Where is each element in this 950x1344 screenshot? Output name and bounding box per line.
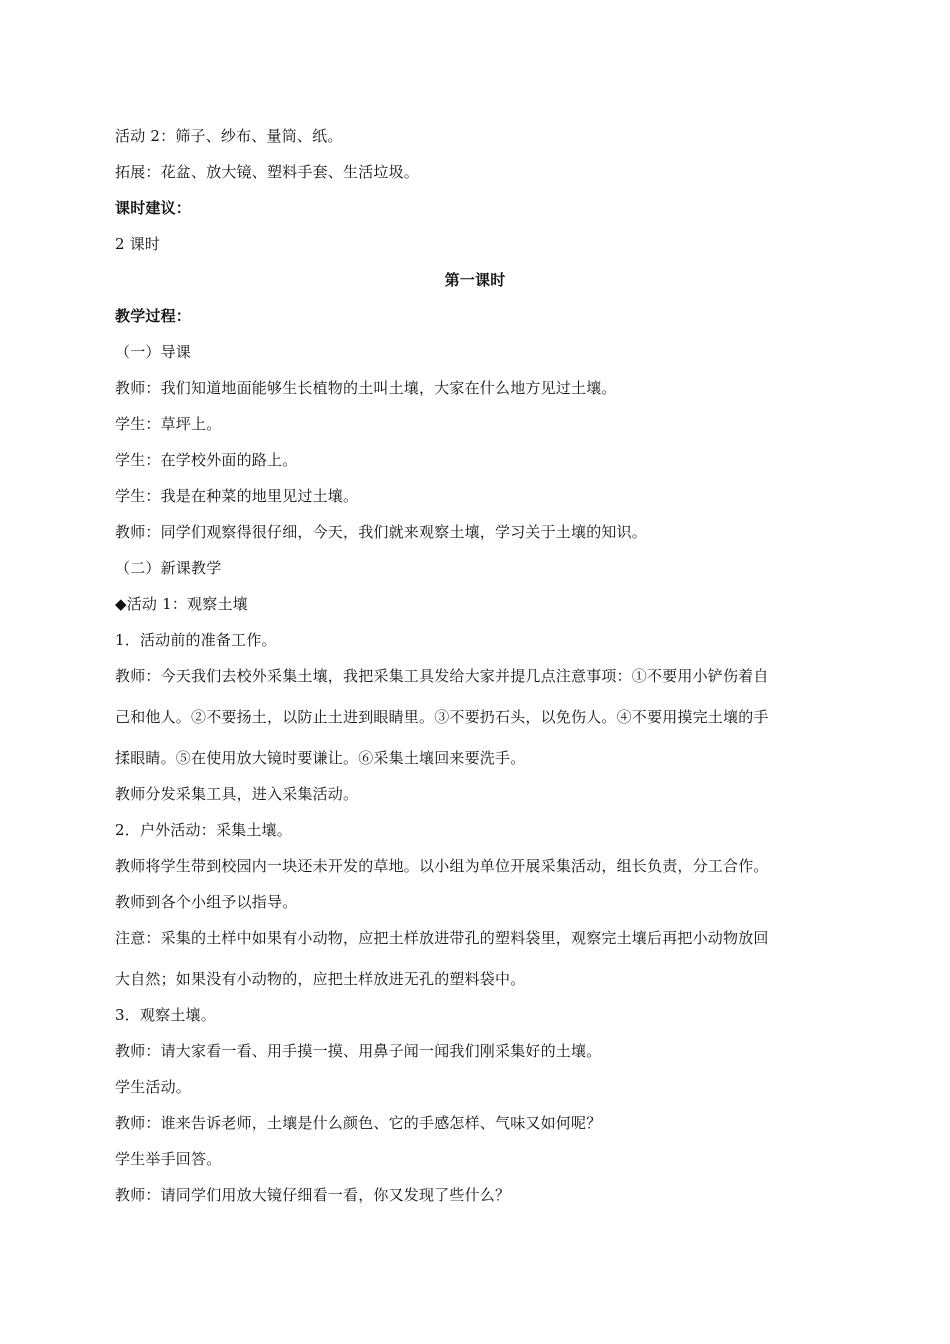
step2-heading: 2．户外活动：采集土壤。 <box>115 821 292 839</box>
step1-heading: 1．活动前的准备工作。 <box>115 631 277 649</box>
paragraph-line: 教师：请大家看一看、用手摸一摸、用鼻子闻一闻我们刚采集好的土壤。 <box>115 1042 602 1060</box>
lesson-time-heading: 课时建议： <box>115 199 192 217</box>
paragraph-line: 教师：请同学们用放大镜仔细看一看，你又发现了些什么？ <box>115 1186 511 1204</box>
paragraph-line: 教师：今天我们去校外采集土壤，我把采集工具发给大家并提几点注意事项：①不要用小铲伤着自 <box>115 667 769 685</box>
paragraph-line: 教师：同学们观察得很仔细，今天，我们就来观察土壤，学习关于土壤的知识。 <box>115 523 648 541</box>
paragraph-line: 教师：谁来告诉老师，土壤是什么颜色、它的手感怎样、气味又如何呢？ <box>115 1114 602 1132</box>
paragraph-line: 学生举手回答。 <box>115 1150 222 1168</box>
part1-heading: （一）导课 <box>115 343 192 361</box>
activity1-heading: ◆活动 1：观察土壤 <box>115 595 248 613</box>
materials-extension-text: 拓展：花盆、放大镜、塑料手套、生活垃圾。 <box>115 163 420 181</box>
paragraph-line: 学生：草坪上。 <box>115 415 222 433</box>
paragraph-line: 学生：我是在种菜的地里见过土壤。 <box>115 487 359 505</box>
section-title: 第一课时 <box>444 271 506 289</box>
paragraph-line: 大自然；如果没有小动物的，应把土样放进无孔的塑料袋中。 <box>115 970 526 988</box>
paragraph-line: 教师将学生带到校园内一块还未开发的草地。以小组为单位开展采集活动，组长负责，分工合作。 <box>115 857 769 875</box>
paragraph-line: 教师：我们知道地面能够生长植物的土叫土壤，大家在什么地方见过土壤。 <box>115 379 617 397</box>
materials-activity2-text: 活动 2：筛子、纱布、量筒、纸。 <box>115 127 343 145</box>
paragraph-line: 己和他人。②不要扬土，以防止土进到眼睛里。③不要扔石头，以免伤人。④不要用摸完土壤的手 <box>115 708 769 726</box>
paragraph-line: 注意：采集的土样中如果有小动物，应把土样放进带孔的塑料袋里，观察完土壤后再把小动物放回 <box>115 929 769 947</box>
paragraph-line: 教师分发采集工具，进入采集活动。 <box>115 785 359 803</box>
process-heading: 教学过程： <box>115 307 192 325</box>
paragraph-line: 揉眼睛。⑤在使用放大镜时要谦让。⑥采集土壤回来要洗手。 <box>115 749 526 767</box>
step3-heading: 3．观察土壤。 <box>115 1006 216 1024</box>
paragraph-line: 学生：在学校外面的路上。 <box>115 451 298 469</box>
lesson-time-value: 2 课时 <box>115 235 161 253</box>
paragraph-line: 教师到各个小组予以指导。 <box>115 893 298 911</box>
paragraph-line: 学生活动。 <box>115 1078 192 1096</box>
part2-heading: （二）新课教学 <box>115 559 222 577</box>
